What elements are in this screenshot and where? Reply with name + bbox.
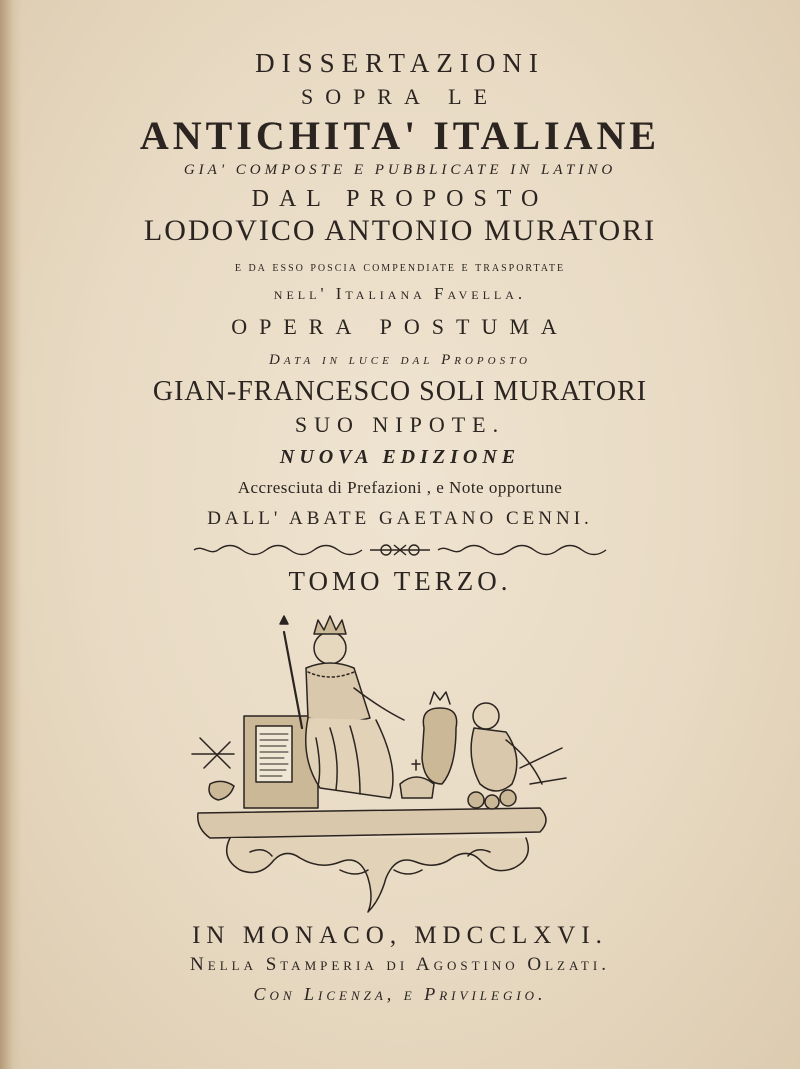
imprint-printer: Nella Stamperia di Agostino Olzati. (190, 954, 610, 975)
tomo-terzo: TOMO TERZO. (288, 566, 512, 596)
title-line-dissertazioni: DISSERTAZIONI (255, 48, 545, 78)
subtitle-compendiate: e da esso poscia compendiate e trasportate (234, 260, 566, 275)
accresciuta-line: Accresciuta di Prefazioni , e Note opportune (237, 478, 563, 497)
data-in-luce: Data in luce dal Proposto (269, 352, 531, 368)
subtitle-favella: nell' Italiana Favella. (273, 284, 527, 303)
imprint-place-date: IN MONACO, MDCCLXVI. (192, 922, 608, 949)
title-line-sopra-le: SOPRA LE (300, 84, 500, 109)
editor-name: GIAN-FRANCESCO SOLI MURATORI (152, 376, 648, 407)
opera-postuma: OPERA POSTUMA (231, 314, 569, 339)
imprint-licence: Con Licenza, e Privilegio. (253, 984, 547, 1004)
author-name: LODOVICO ANTONIO MURATORI (143, 214, 657, 247)
title-line-dal-proposto: DAL PROPOSTO (251, 186, 549, 212)
abate-cenni: DALL' ABATE GAETANO CENNI. (207, 508, 593, 529)
nuova-edizione: NUOVA EDIZIONE (279, 446, 521, 468)
subtitle-latino: GIA' COMPOSTE E PUBBLICATE IN LATINO (183, 162, 617, 178)
suo-nipote: SUO NIPOTE. (294, 412, 506, 437)
ornamental-rule-icon (190, 542, 610, 558)
allegorical-woodcut-icon (190, 608, 570, 920)
main-title: ANTICHITA' ITALIANE (139, 113, 661, 158)
